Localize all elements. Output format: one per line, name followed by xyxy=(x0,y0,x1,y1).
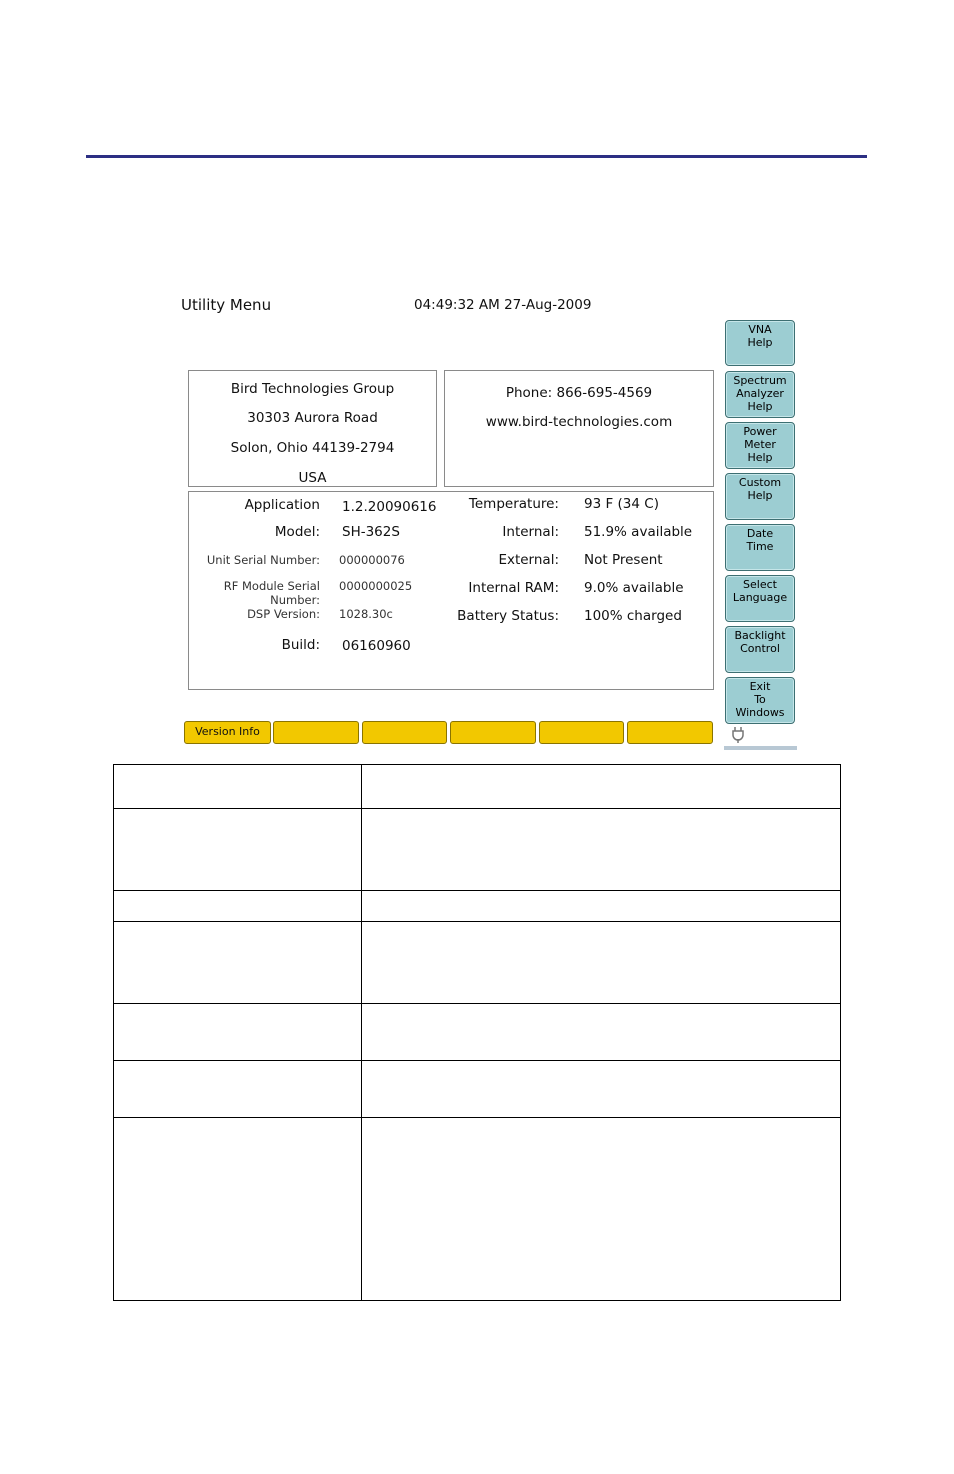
city-state-zip: Solon, Ohio 44139-2794 xyxy=(230,440,395,456)
unit-serial-label: Unit Serial Number: xyxy=(206,553,320,567)
table-cell xyxy=(362,891,841,922)
table-row xyxy=(114,1118,841,1301)
screen-title: Utility Menu xyxy=(181,296,272,314)
table-cell xyxy=(114,1061,362,1118)
spectrum-analyzer-help-button[interactable]: Spectrum Analyzer Help xyxy=(725,371,795,418)
table-row xyxy=(114,809,841,891)
tab-empty-4[interactable] xyxy=(539,721,624,744)
description-table xyxy=(113,764,841,1301)
company-name: Bird Technologies Group xyxy=(230,381,395,397)
internal-storage-value: 51.9% available xyxy=(584,524,693,540)
table-row xyxy=(114,765,841,809)
table-cell xyxy=(114,1004,362,1061)
tab-empty-1[interactable] xyxy=(273,721,359,744)
tab-empty-5[interactable] xyxy=(627,721,713,744)
country: USA xyxy=(298,470,327,486)
table-cell xyxy=(114,1118,362,1301)
table-cell xyxy=(362,1118,841,1301)
external-storage-label: External: xyxy=(498,552,559,568)
unit-serial-value: 000000076 xyxy=(339,553,405,567)
backlight-control-button[interactable]: Backlight Control xyxy=(725,626,795,673)
temperature-value: 93 F (34 C) xyxy=(584,496,659,512)
version-info-panel xyxy=(188,491,714,690)
date-time-button[interactable]: Date Time xyxy=(725,524,795,571)
tab-empty-3[interactable] xyxy=(450,721,536,744)
rf-module-serial-label: RF Module Serial Number: xyxy=(223,579,320,607)
street-address: 30303 Aurora Road xyxy=(247,410,378,426)
website: www.bird-technologies.com xyxy=(485,414,673,430)
internal-ram-label: Internal RAM: xyxy=(468,580,559,596)
rf-module-serial-value: 0000000025 xyxy=(339,579,413,593)
model-value: SH-362S xyxy=(342,524,400,540)
tab-empty-2[interactable] xyxy=(362,721,447,744)
table-cell xyxy=(114,891,362,922)
battery-status-value: 100% charged xyxy=(584,608,682,624)
application-label: Application xyxy=(244,497,320,513)
table-row xyxy=(114,922,841,1004)
internal-ram-value: 9.0% available xyxy=(584,580,684,596)
dsp-version-label: DSP Version: xyxy=(247,607,320,621)
battery-status-label: Battery Status: xyxy=(457,608,559,624)
tab-version-info[interactable]: Version Info xyxy=(184,721,271,744)
model-label: Model: xyxy=(274,524,320,540)
table-cell xyxy=(362,922,841,1004)
table-cell xyxy=(362,1061,841,1118)
build-label: Build: xyxy=(281,637,320,653)
internal-storage-label: Internal: xyxy=(502,524,559,540)
table-cell xyxy=(114,922,362,1004)
table-cell xyxy=(362,809,841,891)
external-storage-value: Not Present xyxy=(584,552,663,568)
power-meter-help-button[interactable]: Power Meter Help xyxy=(725,422,795,469)
table-cell xyxy=(362,765,841,809)
table-cell xyxy=(114,765,362,809)
contact-panel xyxy=(444,370,714,487)
table-row xyxy=(114,1061,841,1118)
table-row xyxy=(114,1004,841,1061)
datetime-display: 04:49:32 AM 27-Aug-2009 xyxy=(414,297,592,313)
dsp-version-value: 1028.30c xyxy=(339,607,393,621)
select-language-button[interactable]: Select Language xyxy=(725,575,795,622)
status-baseline xyxy=(724,746,797,750)
build-value: 06160960 xyxy=(342,638,411,654)
exit-to-windows-button[interactable]: Exit To Windows xyxy=(725,677,795,724)
table-cell xyxy=(114,809,362,891)
table-row xyxy=(114,891,841,922)
custom-help-button[interactable]: Custom Help xyxy=(725,473,795,520)
phone-number: Phone: 866-695-4569 xyxy=(505,385,653,401)
address-panel xyxy=(188,370,437,487)
table-cell xyxy=(362,1004,841,1061)
power-plug-icon xyxy=(732,726,744,748)
temperature-label: Temperature: xyxy=(468,496,559,512)
vna-help-button[interactable]: VNA Help xyxy=(725,320,795,366)
application-value: 1.2.20090616 xyxy=(342,499,437,515)
header-rule xyxy=(86,155,867,158)
